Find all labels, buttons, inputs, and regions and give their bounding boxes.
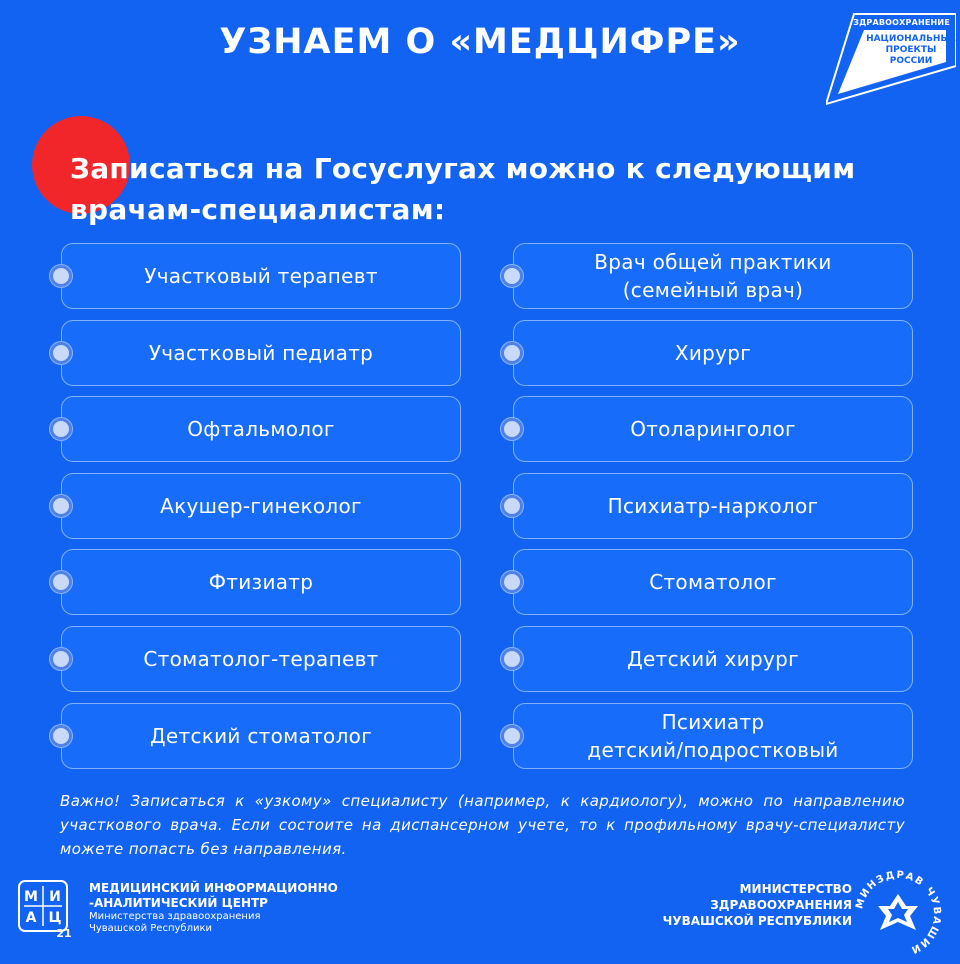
specialist-item: Участковый терапевт xyxy=(61,243,461,309)
specialist-item: Офтальмолог xyxy=(61,396,461,462)
bullet-icon xyxy=(501,342,523,364)
miac-letter: А xyxy=(25,910,37,926)
specialist-item: Стоматолог xyxy=(513,549,913,615)
bullet-icon xyxy=(50,648,72,670)
miac-letter: Ц xyxy=(48,910,62,926)
bullet-icon xyxy=(501,571,523,593)
specialist-item: Психиатр детский/подростковый xyxy=(513,703,913,769)
national-projects-logo xyxy=(826,6,956,106)
page-title: УЗНАЕМ О «МЕДЦИФРЕ» xyxy=(219,22,741,62)
national-projects-text: НАЦИОНАЛЬНЫЕ ПРОЕКТЫ РОССИИ xyxy=(866,34,956,66)
bullet-icon xyxy=(50,725,72,747)
specialist-item: Стоматолог-терапевт xyxy=(61,626,461,692)
national-projects-label: ЗДРАВООХРАНЕНИЕ xyxy=(853,18,950,27)
specialist-item: Хирург xyxy=(513,320,913,386)
specialist-item: Отоларинголог xyxy=(513,396,913,462)
bullet-icon xyxy=(501,648,523,670)
miac-logo-icon xyxy=(18,880,76,938)
specialist-item: Детский стоматолог xyxy=(61,703,461,769)
bullet-icon xyxy=(501,725,523,747)
ministry-emblem xyxy=(852,868,944,960)
bullet-icon xyxy=(50,265,72,287)
emblem-text: МИНЗДРАВ ЧУВАШИИ xyxy=(854,869,943,956)
bullet-icon xyxy=(50,342,72,364)
important-note: Важно! Записаться к «узкому» специалисту (например, к кардиологу), можно по направлению участкового врача. Если состоите на диспансерном учете, то к профильному врачу-специалисту можете попасть без направления. xyxy=(60,792,905,858)
specialist-item: Психиатр-нарколог xyxy=(513,473,913,539)
specialist-item: Врач общей практики (семейный врач) xyxy=(513,243,913,309)
bullet-icon xyxy=(501,418,523,440)
bullet-icon xyxy=(50,571,72,593)
ministry-emblem-icon xyxy=(852,868,944,960)
subtitle: Записаться на Госуслугах можно к следующим врачам-специалистам: xyxy=(70,152,856,226)
miac-number: 21 xyxy=(56,927,72,938)
ministry-organization: МИНИСТЕРСТВО ЗДРАВООХРАНЕНИЯ ЧУВАШСКОЙ РЕСПУБЛИКИ xyxy=(662,882,852,928)
specialist-item: Акушер-гинеколог xyxy=(61,473,461,539)
bullet-icon xyxy=(501,265,523,287)
bullet-icon xyxy=(501,495,523,517)
miac-organization: МЕДИЦИНСКИЙ ИНФОРМАЦИОННО -АНАЛИТИЧЕСКИЙ ЦЕНТР Министерства здравоохранения Чувашской Республики xyxy=(89,881,338,934)
bullet-icon xyxy=(50,418,72,440)
miac-letter: И xyxy=(49,889,61,905)
miac-letter: М xyxy=(24,889,38,905)
bullet-icon xyxy=(50,495,72,517)
miac-logo xyxy=(18,880,76,938)
specialist-item: Участковый педиатр xyxy=(61,320,461,386)
specialist-item: Детский хирург xyxy=(513,626,913,692)
specialist-item: Фтизиатр xyxy=(61,549,461,615)
